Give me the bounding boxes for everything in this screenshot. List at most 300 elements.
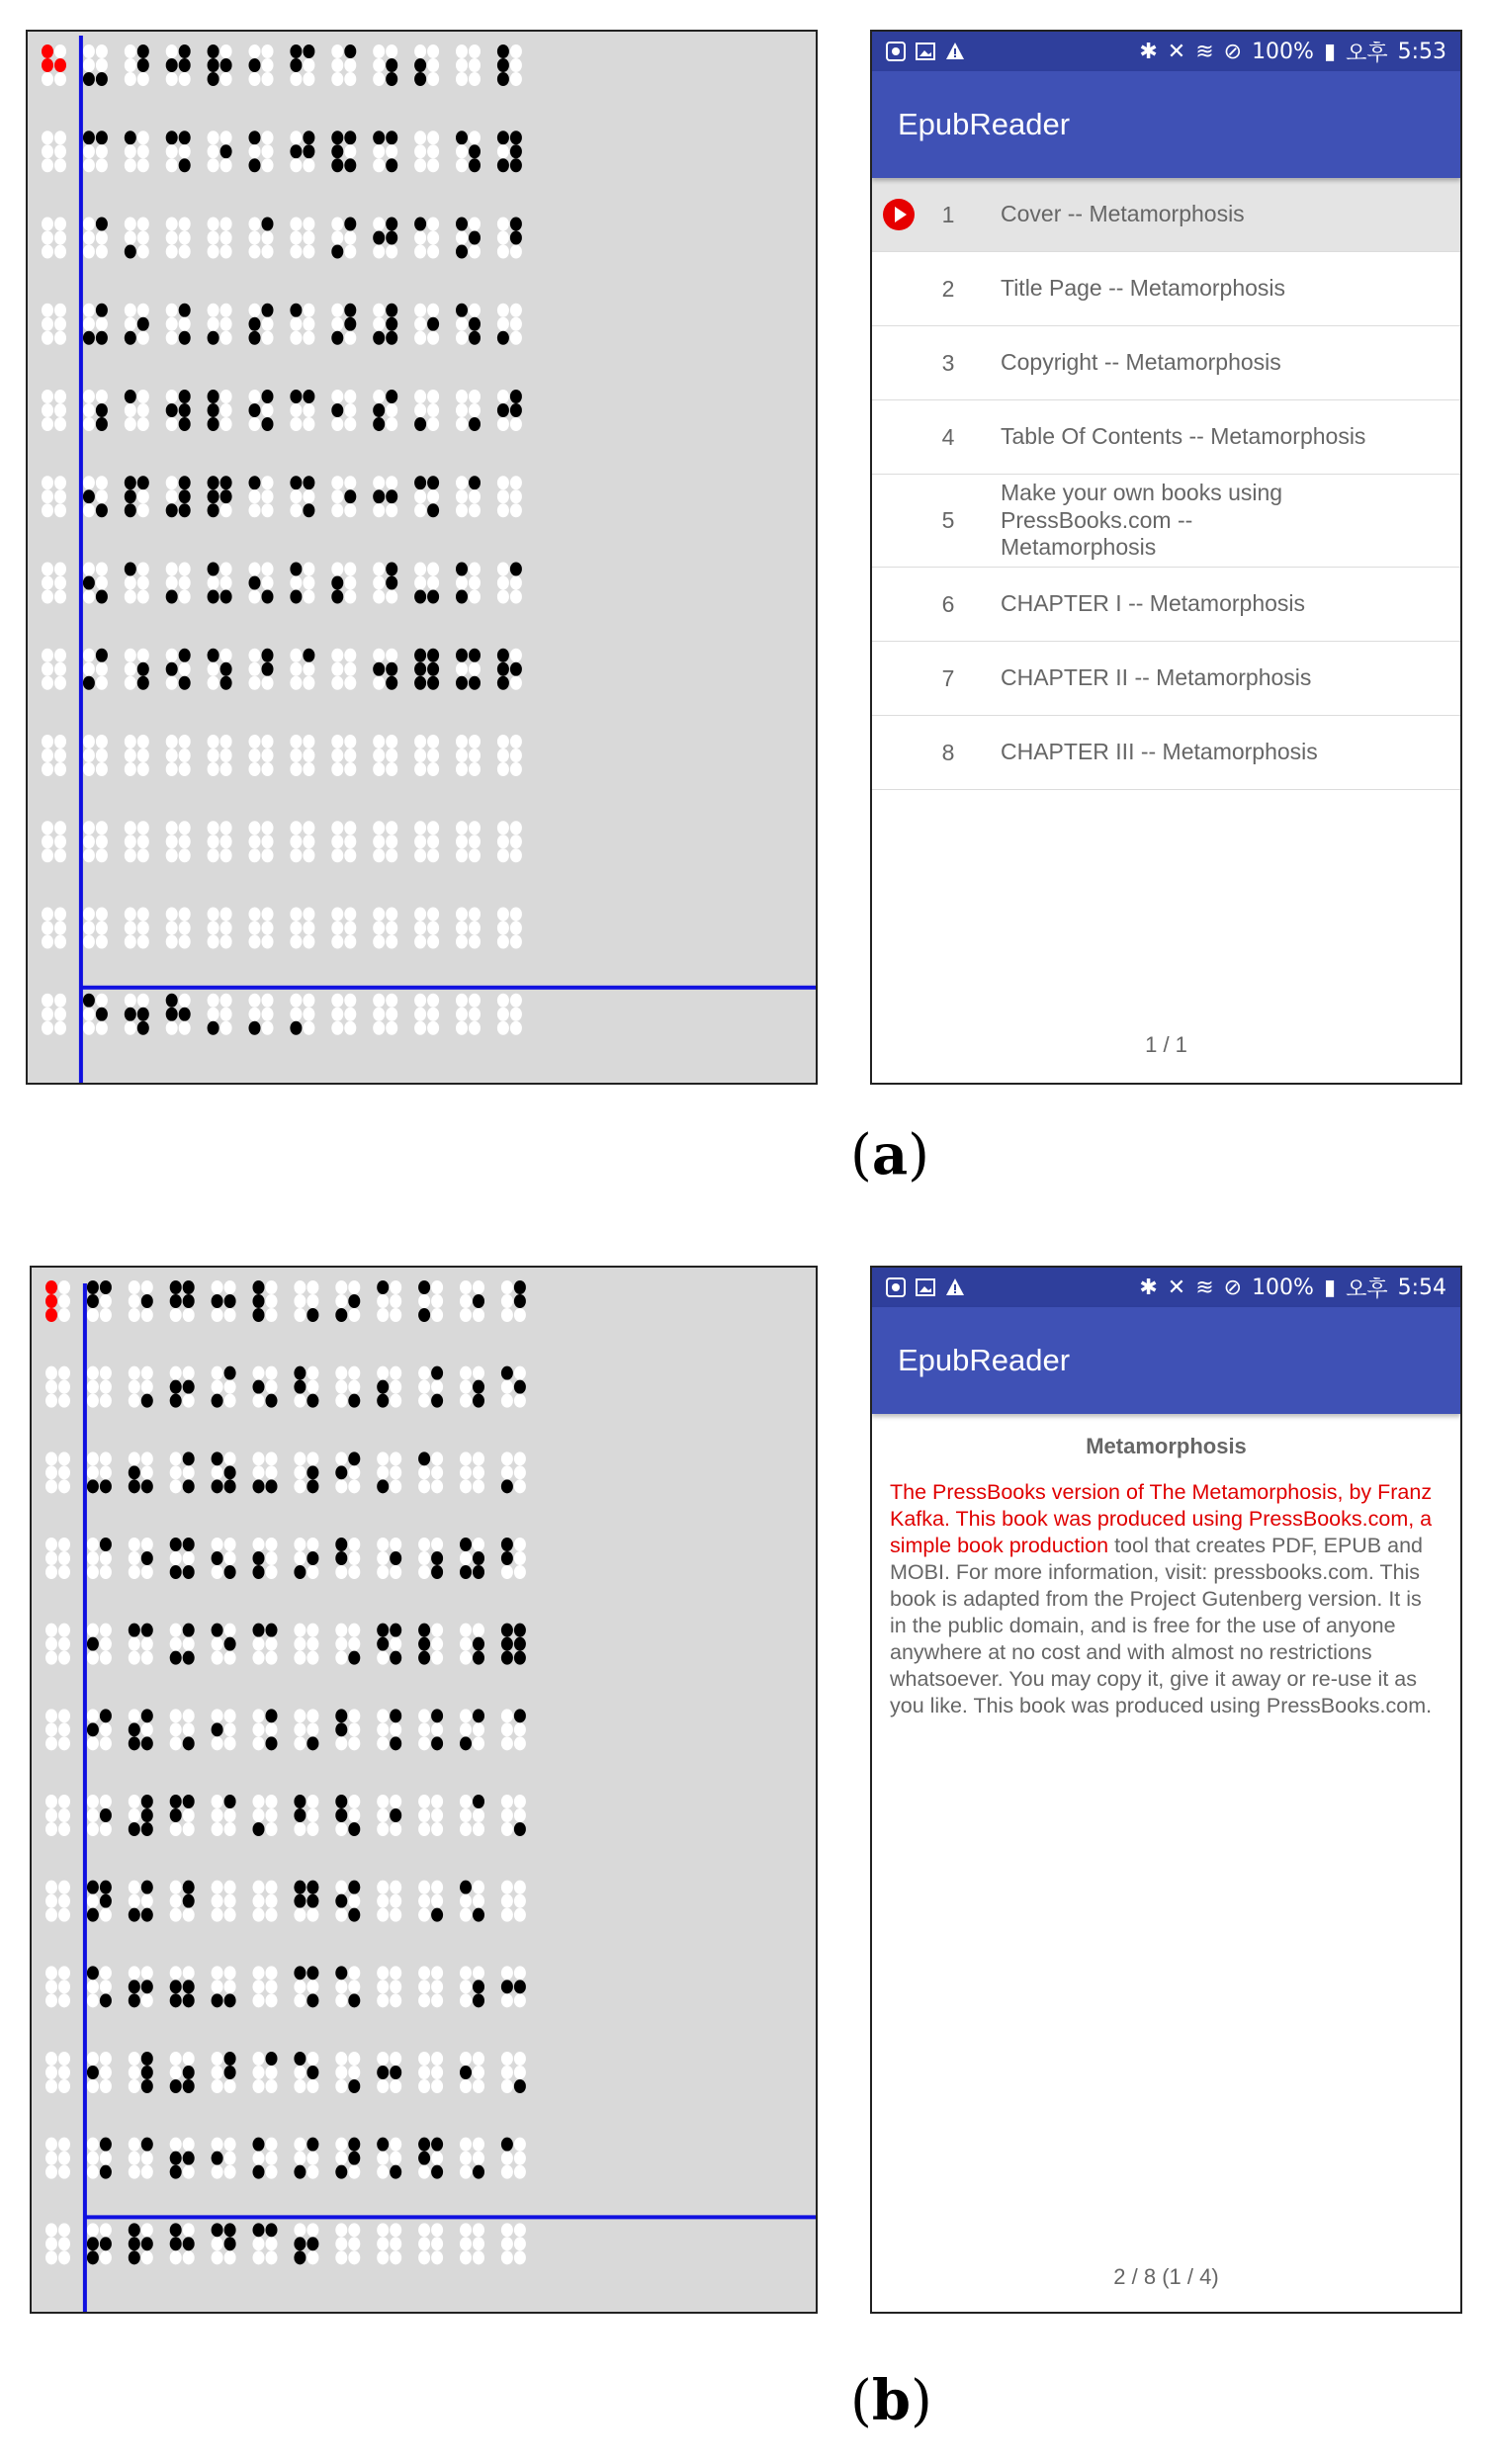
- toc-item-number: 1: [941, 201, 955, 227]
- braille-dot: [208, 935, 219, 949]
- braille-dot: [306, 1308, 318, 1322]
- braille-dot: [249, 476, 261, 489]
- braille-dot: [460, 1881, 472, 1894]
- braille-dot: [431, 1881, 443, 1894]
- braille-dot: [456, 935, 468, 949]
- braille-dot: [224, 1551, 236, 1565]
- braille-dot: [456, 762, 468, 776]
- braille-dot: [290, 835, 302, 848]
- toc-item[interactable]: [872, 252, 1460, 326]
- braille-dot: [179, 390, 191, 403]
- braille-dot: [253, 1736, 265, 1750]
- braille-dot: [377, 2237, 389, 2250]
- braille-dot: [497, 908, 509, 922]
- braille-dot: [373, 304, 385, 317]
- braille-dot: [386, 218, 397, 231]
- braille-dot: [390, 1479, 401, 1493]
- braille-dot: [306, 1366, 318, 1380]
- reader-content[interactable]: [872, 1459, 1460, 1719]
- braille-dot: [460, 1822, 472, 1836]
- braille-dot: [418, 1280, 430, 1294]
- braille-dot: [510, 158, 522, 172]
- braille-dot: [45, 1380, 57, 1394]
- braille-dot: [58, 1822, 70, 1836]
- braille-dot: [431, 2237, 443, 2250]
- braille-dot: [208, 158, 219, 172]
- braille-dot: [212, 1394, 223, 1408]
- braille-dot: [510, 417, 522, 431]
- braille-dot: [427, 489, 439, 503]
- braille-dot: [100, 1551, 112, 1565]
- braille-dot: [377, 1624, 389, 1637]
- toc-item-number: 6: [941, 590, 955, 617]
- toc-item[interactable]: [872, 568, 1460, 642]
- braille-dot: [212, 1366, 223, 1380]
- braille-dot: [390, 1394, 401, 1408]
- braille-dot: [208, 821, 219, 835]
- braille-dot: [58, 2052, 70, 2066]
- braille-dot: [129, 2138, 140, 2152]
- braille-dot: [141, 1465, 153, 1479]
- braille-dot: [208, 489, 219, 503]
- braille-dot: [290, 390, 302, 403]
- braille-dot: [224, 1736, 236, 1750]
- braille-dot: [386, 304, 397, 317]
- braille-dot: [501, 1565, 513, 1579]
- braille-dot: [224, 1894, 236, 1908]
- braille-dot: [306, 2237, 318, 2250]
- braille-dot: [377, 2066, 389, 2079]
- braille-dot: [220, 835, 232, 848]
- braille-dot: [179, 662, 191, 676]
- braille-dot: [501, 2066, 513, 2079]
- braille-dot: [290, 676, 302, 690]
- braille-dot: [125, 835, 136, 848]
- braille-dot: [224, 2237, 236, 2250]
- braille-dot: [96, 131, 108, 144]
- braille-dot: [456, 1008, 468, 1021]
- braille-dot: [129, 1881, 140, 1894]
- braille-dot: [344, 131, 356, 144]
- braille-dot: [331, 649, 343, 662]
- braille-dot: [306, 2138, 318, 2152]
- braille-dot: [166, 476, 178, 489]
- braille-dot: [58, 1736, 70, 1750]
- braille-dot: [501, 1294, 513, 1308]
- braille-dot: [348, 1637, 360, 1651]
- braille-dot: [377, 2223, 389, 2237]
- braille-dot: [96, 662, 108, 676]
- braille-dot: [473, 1709, 484, 1722]
- braille-dot: [212, 1993, 223, 2007]
- braille-dot: [303, 403, 314, 417]
- braille-dot: [373, 762, 385, 776]
- braille-dot: [183, 2079, 195, 2093]
- braille-dot: [249, 231, 261, 245]
- braille-dot: [294, 1366, 306, 1380]
- braille-dot: [266, 1908, 278, 1922]
- braille-dot: [96, 835, 108, 848]
- braille-dot: [294, 1651, 306, 1665]
- braille-dot: [42, 503, 53, 517]
- braille-dot: [344, 1008, 356, 1021]
- braille-dot: [348, 2237, 360, 2250]
- braille-dot: [42, 735, 53, 748]
- braille-dot: [431, 2138, 443, 2152]
- braille-dot: [497, 72, 509, 86]
- braille-dot: [331, 58, 343, 72]
- braille-dot: [42, 44, 53, 58]
- toc-item[interactable]: [872, 642, 1460, 716]
- clock: 5:54: [1397, 1275, 1446, 1300]
- braille-dot: [87, 1624, 99, 1637]
- braille-dot: [418, 1565, 430, 1579]
- braille-dot: [42, 908, 53, 922]
- status-bar: [872, 1268, 1460, 1307]
- braille-dot: [83, 72, 95, 86]
- braille-dot: [212, 1709, 223, 1722]
- braille-dot: [335, 1722, 347, 1736]
- braille-dot: [141, 2052, 153, 2066]
- app-title: EpubReader: [872, 71, 1460, 178]
- braille-dot: [87, 1881, 99, 1894]
- braille-dot: [220, 908, 232, 922]
- braille-dot: [414, 58, 426, 72]
- braille-dot: [431, 2223, 443, 2237]
- braille-dot: [290, 158, 302, 172]
- braille-dot: [45, 1366, 57, 1380]
- highlighted-sentence: The PressBooks version of The Metamorphosis, by Franz Kafka. This book was produced using PressBooks.com, a simple book production: [890, 1480, 1433, 1557]
- braille-dot: [179, 331, 191, 345]
- braille-dot: [386, 935, 397, 949]
- braille-dot: [45, 1479, 57, 1493]
- braille-dot: [290, 922, 302, 935]
- braille-dot: [348, 1808, 360, 1822]
- braille-dot: [262, 1021, 274, 1035]
- braille-dot: [460, 1651, 472, 1665]
- braille-dot: [224, 1709, 236, 1722]
- braille-dot: [331, 417, 343, 431]
- braille-dot: [414, 590, 426, 604]
- braille-dot: [460, 1394, 472, 1408]
- braille-dot: [54, 848, 66, 862]
- braille-dot: [469, 748, 481, 762]
- braille-dot: [96, 821, 108, 835]
- braille-dot: [125, 231, 136, 245]
- braille-dot: [414, 403, 426, 417]
- braille-dot: [129, 1651, 140, 1665]
- braille-dot: [377, 2079, 389, 2093]
- braille-dot: [224, 1795, 236, 1808]
- braille-dot: [170, 1736, 182, 1750]
- braille-dot: [45, 1993, 57, 2007]
- braille-dot: [83, 158, 95, 172]
- braille-dot: [473, 2052, 484, 2066]
- braille-dot: [514, 2250, 526, 2264]
- braille-dot: [96, 1021, 108, 1035]
- braille-dot: [414, 835, 426, 848]
- braille-dot: [414, 908, 426, 922]
- braille-dot: [45, 1280, 57, 1294]
- braille-dot: [303, 821, 314, 835]
- braille-dot: [373, 331, 385, 345]
- braille-dot: [166, 245, 178, 259]
- braille-dot: [266, 1993, 278, 2007]
- braille-dot: [373, 563, 385, 576]
- braille-dot: [137, 476, 149, 489]
- braille-dot: [54, 158, 66, 172]
- braille-dot: [96, 935, 108, 949]
- braille-dot: [469, 489, 481, 503]
- braille-dot: [137, 245, 149, 259]
- braille-dot: [331, 676, 343, 690]
- braille-dot: [386, 576, 397, 590]
- braille-dot: [262, 922, 274, 935]
- braille-dot: [303, 735, 314, 748]
- braille-dot: [220, 662, 232, 676]
- braille-dot: [294, 2152, 306, 2165]
- warning-icon: [945, 1277, 965, 1297]
- braille-dot: [335, 2165, 347, 2179]
- braille-dot: [83, 922, 95, 935]
- braille-dot: [129, 1709, 140, 1722]
- braille-dot: [45, 2237, 57, 2250]
- braille-dot: [125, 245, 136, 259]
- braille-dot: [514, 1881, 526, 1894]
- toc-item[interactable]: [872, 400, 1460, 475]
- braille-dot: [125, 131, 136, 144]
- braille-dot: [377, 1308, 389, 1322]
- braille-dot: [414, 331, 426, 345]
- braille-dot: [514, 1795, 526, 1808]
- braille-dot: [303, 590, 314, 604]
- braille-dot: [344, 848, 356, 862]
- braille-dot: [183, 1993, 195, 2007]
- braille-dot: [183, 1479, 195, 1493]
- braille-dot: [208, 576, 219, 590]
- braille-dot: [166, 44, 178, 58]
- braille-dot: [253, 2052, 265, 2066]
- braille-dot: [179, 44, 191, 58]
- braille-dot: [266, 1822, 278, 1836]
- braille-dot: [166, 489, 178, 503]
- braille-dot: [431, 2066, 443, 2079]
- braille-dot: [501, 1394, 513, 1408]
- braille-dot: [262, 576, 274, 590]
- braille-dot: [208, 304, 219, 317]
- braille-dot: [224, 1479, 236, 1493]
- toc-item[interactable]: [872, 475, 1460, 568]
- braille-dot: [303, 576, 314, 590]
- braille-dot: [179, 922, 191, 935]
- braille-dot: [501, 1280, 513, 1294]
- braille-dot: [460, 2237, 472, 2250]
- braille-dot: [45, 2138, 57, 2152]
- braille-dot: [125, 390, 136, 403]
- braille-dot: [87, 1380, 99, 1394]
- braille-dot: [45, 2066, 57, 2079]
- braille-dot: [306, 2052, 318, 2066]
- braille-dot: [501, 1637, 513, 1651]
- braille-dot: [125, 662, 136, 676]
- braille-dot: [42, 922, 53, 935]
- braille-dot: [294, 2138, 306, 2152]
- braille-dot: [501, 2250, 513, 2264]
- play-icon: [872, 198, 925, 231]
- braille-dot: [266, 2138, 278, 2152]
- braille-dot: [249, 994, 261, 1008]
- braille-dot: [460, 1366, 472, 1380]
- braille-dot: [141, 2066, 153, 2079]
- braille-dot: [249, 131, 261, 144]
- braille-dot: [212, 1479, 223, 1493]
- braille-dot: [87, 1637, 99, 1651]
- braille-dot: [290, 476, 302, 489]
- braille-dot: [456, 748, 468, 762]
- braille-dot: [179, 131, 191, 144]
- braille-dot: [456, 158, 468, 172]
- braille-dot: [306, 1894, 318, 1908]
- braille-dot: [54, 245, 66, 259]
- braille-dot: [100, 1980, 112, 1993]
- braille-dot: [224, 2079, 236, 2093]
- braille-dot: [344, 1021, 356, 1035]
- braille-dot: [253, 1722, 265, 1736]
- braille-dot: [469, 158, 481, 172]
- braille-dot: [427, 735, 439, 748]
- braille-dot: [290, 821, 302, 835]
- braille-dot: [253, 2066, 265, 2079]
- braille-dot: [170, 1980, 182, 1993]
- toc-item[interactable]: [872, 326, 1460, 400]
- braille-dot: [96, 403, 108, 417]
- braille-dot: [510, 676, 522, 690]
- braille-dot: [224, 1452, 236, 1465]
- toc-item[interactable]: [872, 716, 1460, 790]
- braille-dot: [141, 1380, 153, 1394]
- braille-dot: [129, 1565, 140, 1579]
- braille-dot: [386, 908, 397, 922]
- braille-dot: [514, 2138, 526, 2152]
- braille-dot: [427, 317, 439, 331]
- braille-dot: [414, 563, 426, 576]
- braille-dot: [179, 304, 191, 317]
- braille-dot: [294, 2066, 306, 2079]
- braille-dot: [344, 576, 356, 590]
- braille-dot: [431, 1993, 443, 2007]
- braille-dot: [373, 748, 385, 762]
- braille-dot: [166, 935, 178, 949]
- braille-dot: [125, 72, 136, 86]
- braille-dot: [473, 1308, 484, 1322]
- braille-dot: [373, 417, 385, 431]
- braille-dot: [54, 331, 66, 345]
- toc-item-number: 7: [941, 664, 955, 691]
- braille-dot: [266, 1565, 278, 1579]
- braille-dot: [427, 390, 439, 403]
- braille-dot: [303, 44, 314, 58]
- braille-dot: [183, 1736, 195, 1750]
- braille-dot: [58, 2079, 70, 2093]
- braille-dot: [497, 1021, 509, 1035]
- braille-dot: [386, 676, 397, 690]
- braille-dot: [294, 1722, 306, 1736]
- braille-dot: [262, 245, 274, 259]
- braille-dot: [266, 1366, 278, 1380]
- braille-dot: [514, 1722, 526, 1736]
- braille-dot: [54, 72, 66, 86]
- braille-dot: [473, 1624, 484, 1637]
- braille-dot: [290, 231, 302, 245]
- braille-dot: [183, 1881, 195, 1894]
- braille-dot: [431, 1308, 443, 1322]
- braille-dot: [473, 2165, 484, 2179]
- braille-dot: [87, 1822, 99, 1836]
- braille-dot: [510, 762, 522, 776]
- braille-dot: [45, 1808, 57, 1822]
- braille-dot: [497, 762, 509, 776]
- braille-dot: [129, 2052, 140, 2066]
- braille-dot: [290, 576, 302, 590]
- braille-dot: [469, 821, 481, 835]
- toc-item[interactable]: [872, 178, 1460, 252]
- braille-dot: [431, 1980, 443, 1993]
- braille-dot: [224, 1380, 236, 1394]
- braille-dot: [166, 762, 178, 776]
- braille-dot: [262, 676, 274, 690]
- braille-dot: [42, 390, 53, 403]
- braille-dot: [510, 1008, 522, 1021]
- braille-dot: [220, 590, 232, 604]
- caption-a: (a): [850, 1122, 930, 1188]
- braille-dot: [170, 1808, 182, 1822]
- braille-dot: [125, 317, 136, 331]
- braille-dot: [294, 1822, 306, 1836]
- braille-dot: [208, 835, 219, 848]
- braille-dot: [54, 935, 66, 949]
- braille-dot: [460, 2223, 472, 2237]
- braille-dot: [414, 390, 426, 403]
- braille-dot: [96, 994, 108, 1008]
- braille-dot: [510, 935, 522, 949]
- braille-dot: [456, 590, 468, 604]
- braille-dot: [473, 1795, 484, 1808]
- braille-dot: [303, 762, 314, 776]
- braille-dot: [58, 2237, 70, 2250]
- braille-dot: [129, 1394, 140, 1408]
- braille-dot: [170, 1966, 182, 1980]
- braille-dot: [212, 1894, 223, 1908]
- braille-dot: [54, 476, 66, 489]
- braille-dot: [303, 994, 314, 1008]
- braille-dot: [377, 2152, 389, 2165]
- braille-dot: [431, 1551, 443, 1565]
- page-indicator: 1 / 1: [1145, 1032, 1187, 1057]
- braille-dot: [253, 2152, 265, 2165]
- braille-dot: [58, 2066, 70, 2079]
- braille-dot: [249, 662, 261, 676]
- braille-dot: [224, 2052, 236, 2066]
- braille-dot: [253, 2079, 265, 2093]
- braille-dot: [249, 935, 261, 949]
- braille-dot: [170, 2066, 182, 2079]
- braille-dot: [348, 1980, 360, 1993]
- braille-dot: [100, 1709, 112, 1722]
- braille-dot: [390, 2066, 401, 2079]
- braille-dot: [331, 158, 343, 172]
- braille-dot: [100, 2223, 112, 2237]
- braille-dot: [510, 476, 522, 489]
